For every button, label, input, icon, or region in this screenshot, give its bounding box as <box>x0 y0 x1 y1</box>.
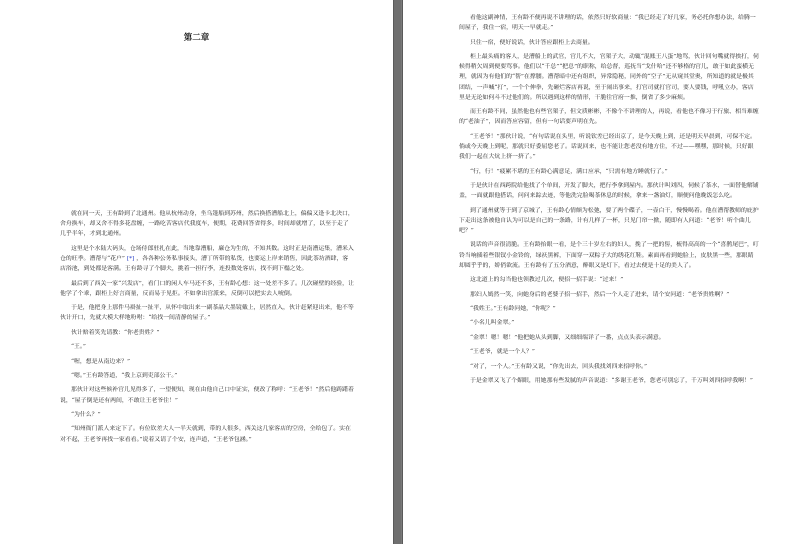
paragraph: “喔，想是从南边来？” <box>71 358 131 365</box>
paragraph: 于是伙计在西跨院给他找了个单间，开发了脚夫，把行李拿到屋内。那伙计叫刘四，伺候了茶水，一面替他解铺盖，一面就跟他搭话，问问来踪去迹，等他洗完脸喝茶休息的时候，拿来一盏油灯，顺便问他晚饭怎么吃。 <box>459 182 759 200</box>
paragraph: “嗯。”王有龄答道，“我上京到吏部公干。” <box>71 372 178 379</box>
paragraph: 那妇人嫣然一笑，向她身后的老婆子招一招手，然后一个人走了进来，请个安问道：“老爷贵姓啊？” <box>470 291 730 298</box>
paragraph: 柜上最头痛的客人，是漕船上的武官，官儿不大，官架子大，动辄“混账王八蛋”地骂，伙计回句嘴就得挨打，伺候得稍欠周到便要骂事。他们以“千总”“把总”的职称，给总督，巡抚当“戈什哈”还不够格的官儿，敢于如此蛮横无理，就因为有他们的“帮”在撑腰。漕帮暗中还有组织，异常隐秘，同外的“空子”无从窥其堂奥，所知道的就是极其团结，一声喊“打”，一个个伸拳，先砸烂客店再说，至于闹出事来，打官司就打官司，要人要钱，呼吼立办，客店里是无论如何斗不过他们的。所以遇到这样的情形，干脆往官府一推，倒省了多少麻烦。 <box>459 53 759 101</box>
paragraph: “金翠！嗯！嗯！”他把她从头到脚，又细细端详了一番，点点头表示满意。 <box>470 334 665 341</box>
paragraph: 说话的声音很清脆。王有龄抬眼一看，是个三十岁左右的妇人，挽了一把的髻，梳得高高的一个“喜鹊尾巴”，叮铃当响插着些银钗小金铃的，绿祆黑裤，下面穿一双粽子大的绣花红鞋。素面再看到她脸上，皮肤黑一些，那眼睛却圆乎乎的，娇俏欲流。王有龄有了五分酒意，醉眼又是灯下，看过去便是十足的美人了。 <box>459 242 759 269</box>
paragraph: “对了，一个人。”王有龄又说，“你先出去，回头我找刘四来招呼你。” <box>470 363 647 370</box>
paragraph: “知州衙门派人来定下了。有位钦差大人一半天就到，带的人很多，西关这几家客店的空房，全给包了。实在对不起，王老爷再找一家看看。”说着又请了个安，连声道，“王老爷包涵。” <box>60 426 351 443</box>
paragraph: 就在同一天，王有龄到了北通州。他从杭州动身，坐乌篷船到苏州，然后换搭漕船北上，偏偏又逢卡北决口，舍舟换车，却又舍不得多花盘缠，一路吃苦客店代我度车，便期，花费回答省得多，时间却就增了，以至于走了几乎半年，才到北通州。 <box>60 211 354 238</box>
paragraph: 伙计赔着笑先请教：“你老贵姓？” <box>71 329 160 336</box>
paragraph: 最后到了西关一家“兴发店”，看门口的闲人车马还不多，王有龄心想：这一处差不多了。几次碰壁的经验，让他学了个乖，跟柜上好言商量，反而易于见拒。不如拿出官派来，反倒可以把实去人唬倒。 <box>60 280 354 297</box>
paragraph: 而王有龄不同，虽然他也有些官架子，但文质彬彬，不像个不讲理的人，再说，看他也不像习于行旅、相当难缠的“老油子”，因而答应容留，但有一句话要声明在先。 <box>459 109 759 126</box>
paragraph: 于是，他把身上那件马褂扯一扯平，从怀中取出来一副茶晶大墨镜戴上，居然直入，伙计赶紧迎出来，他不等伙计开口，先就大模大样地吩咐：“给找一间清静的屋子。” <box>60 305 354 322</box>
paragraph: 只住一宿，便好说话，伙计答应跟柜上去商量。 <box>470 39 594 46</box>
paragraph: “王老爷，就是一个人？” <box>470 349 535 356</box>
footnote-link[interactable]: [*] <box>126 256 135 262</box>
chapter-title: 第二章 <box>183 33 210 43</box>
paragraph: 这里是个水陆大码头，仓场侍郎驻扎在此，当地靠漕船，廉仓为生的，不知其数。这时正是南漕运集，漕米入仓的旺季。漕帮与“花户” [*] ，各各种公务私事接头，漕丁所带的私货，也要运上岸来销售，因此茶坊酒肆，客店浴池，到处都是客满。王有龄寻了个脚夫，挑着一担行李，连投数处客店，找不到下榻之处。 <box>60 245 354 273</box>
paragraph: 到了通州就等于到了京城了，王有龄心情颇为松弛，要了两个碟子，一壶白干，慢慢喝着。他在漕帮教师的庇护下走出这条被他自认为可以是自己的一条路，计有几样了一杯，只见门帘一掀，随即有人问道：“老爷！听个曲儿吧？” <box>459 207 759 234</box>
paragraph: 那伙计对这些候补官儿见得多了，一望便知，现在由他自己口中证实，便改了称呼：“王老爷！”然后他踌躇着说，“屋子倒是还有两间，不敢让王老爷住！” <box>60 387 354 404</box>
paragraph: “我姓王。”王有龄问她，“你呢？” <box>470 305 556 312</box>
paragraph: 于是金翠又飞了个媚眼，用她那有些发腻的声音说道：“多谢王老爷，您老可别忘了，千万叫刘四招呼我啊！” <box>470 377 753 384</box>
page-gutter <box>394 0 401 544</box>
paragraph: “小名儿叫金翠。” <box>470 320 515 327</box>
right-page-text <box>459 13 759 390</box>
paragraph: “为什么？” <box>71 411 101 418</box>
right-page <box>402 0 799 544</box>
paragraph: “王。” <box>71 344 86 351</box>
paragraph: 这北道上的勾当他也领教过几次，便招一招手说：“过来！” <box>470 277 624 284</box>
left-page-text <box>60 209 354 449</box>
paragraph: “王老爷！”那伙计说，“有句话说在头里，听说钦差已经出京了，是今天晚上到，还是明天早晨到，可保不定。倘或今天晚上到呢，那就只好委屈您老了。话说回来，也不能让您老没有地方住，不过——嘿嘿，那时候，只好跟我们一起在大炕上挤一挤了。” <box>459 133 756 161</box>
paragraph: “行，行！”疲累不堪的王有龄心满意足，满口应承，“只需有地方睡就行了。” <box>470 168 668 175</box>
paragraph: 看他这副神情，王有龄不便再说不讲理的话，依然只好软商量：“我已经走了好几家，务必托你想办法，给腾一间屋子，我住一宿，明天一早就走。” <box>459 15 756 32</box>
left-page <box>0 0 394 544</box>
